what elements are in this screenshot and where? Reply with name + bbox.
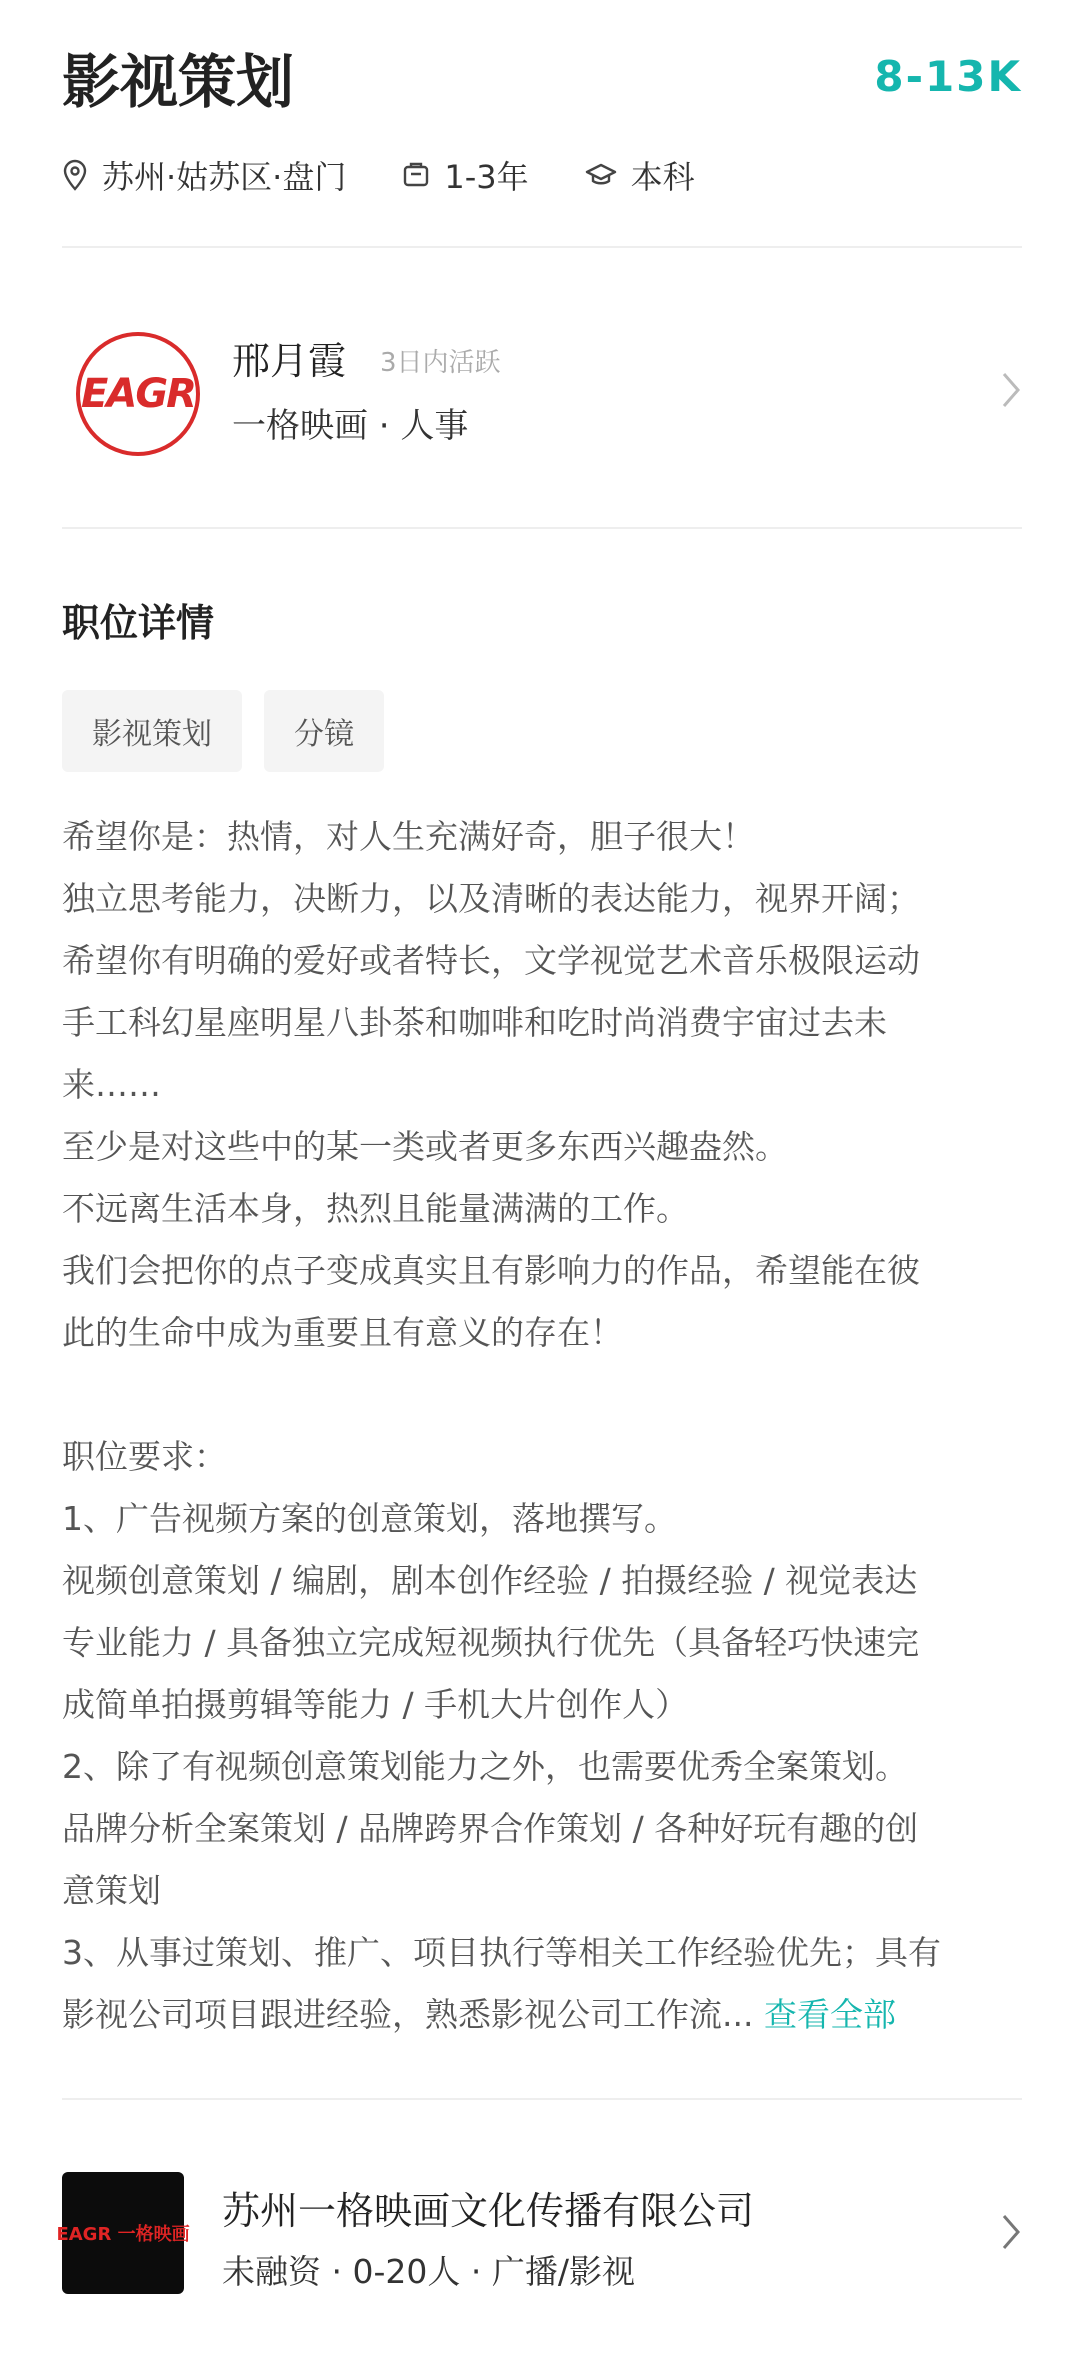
company-card[interactable] — [56, 2170, 1022, 2300]
description-line: 此的生命中成为重要且有意义的存在！ — [62, 1313, 623, 1352]
education-text: 本科 — [630, 158, 695, 196]
experience-text: 1-3年 — [444, 158, 529, 196]
education — [585, 152, 695, 198]
job-tag: 分镜 — [264, 690, 384, 772]
description-line: 来…… — [62, 1065, 161, 1104]
description-line: 专业能力 / 具备独立完成短视频执行优先（具备轻巧快速完 — [62, 1623, 920, 1662]
recruiter-name: 邢月霞 — [232, 339, 347, 383]
location — [62, 152, 346, 198]
job-tag: 影视策划 — [62, 690, 242, 772]
chevron-right-icon — [1000, 2212, 1022, 2252]
description-line: 1、广告视频方案的创意策划，落地撰写。 — [62, 1499, 677, 1538]
job-title: 影视策划 — [62, 48, 295, 116]
company-name: 苏州一格映画文化传播有限公司 — [222, 2189, 755, 2233]
description-line: 视频创意策划 / 编剧，剧本创作经验 / 拍摄经验 / 视觉表达 — [62, 1561, 918, 1600]
description-line: 2、除了有视频创意策划能力之外，也需要优秀全案策划。 — [62, 1747, 908, 1786]
company-info: 未融资 · 0-20人 · 广播/影视 — [222, 2252, 635, 2291]
job-meta — [62, 152, 1022, 198]
description-line: 品牌分析全案策划 / 品牌跨界合作策划 / 各种好玩有趣的创 — [62, 1809, 919, 1848]
company-logo — [56, 2172, 190, 2294]
description-last-line — [62, 1984, 1022, 2046]
company-logo-text: EAGR 一格映画 — [56, 2224, 190, 2245]
view-all-link[interactable]: 查看全部 — [763, 1995, 896, 2034]
recruiter-active-status: 3日内活跃 — [380, 348, 501, 378]
recruiter-logo-text: EAGR — [81, 371, 195, 417]
description-line — [62, 1364, 1022, 1426]
recruiter-avatar — [76, 332, 200, 456]
job-description — [62, 806, 1022, 2046]
description-line: 3、从事过策划、推广、项目执行等相关工作经验优先；具有 — [62, 1933, 941, 1972]
description-line: 职位要求： — [62, 1437, 227, 1476]
description-line: 手工科幻星座明星八卦茶和咖啡和吃时尚消费宇宙过去未 — [62, 1003, 887, 1042]
description-line: 至少是对这些中的某一类或者更多东西兴趣盎然。 — [62, 1127, 788, 1166]
description-line: 成简单拍摄剪辑等能力 / 手机大片创作人） — [62, 1685, 689, 1724]
job-tags — [62, 690, 406, 772]
chevron-right-icon — [1000, 370, 1022, 410]
description-line: 希望你有明确的爱好或者特长，文学视觉艺术音乐极限运动 — [62, 941, 920, 980]
divider — [62, 246, 1022, 248]
section-title-job-details: 职位详情 — [62, 601, 215, 645]
recruiter-card[interactable] — [62, 320, 1022, 470]
description-line: 我们会把你的点子变成真实且有影响力的作品，希望能在彼 — [62, 1251, 920, 1290]
description-line: 意策划 — [62, 1871, 161, 1910]
description-line: 独立思考能力，决断力，以及清晰的表达能力，视界开阔； — [62, 879, 920, 918]
description-line: 希望你是：热情，对人生充满好奇，胆子很大！ — [62, 817, 755, 856]
graduation-cap-icon — [585, 161, 617, 189]
divider — [62, 2098, 1022, 2100]
divider — [62, 527, 1022, 529]
description-line: 不远离生活本身，热烈且能量满满的工作。 — [62, 1189, 689, 1228]
salary: 8-13K — [874, 52, 1022, 101]
briefcase-icon — [402, 161, 430, 189]
location-pin-icon — [62, 159, 88, 191]
location-text: 苏州·姑苏区·盘门 — [102, 158, 347, 196]
job-header — [62, 42, 1022, 198]
description-truncated-text: 影视公司项目跟进经验，熟悉影视公司工作流... — [62, 1995, 754, 2034]
experience — [402, 152, 528, 198]
recruiter-company-role: 一格映画 · 人事 — [232, 406, 469, 446]
